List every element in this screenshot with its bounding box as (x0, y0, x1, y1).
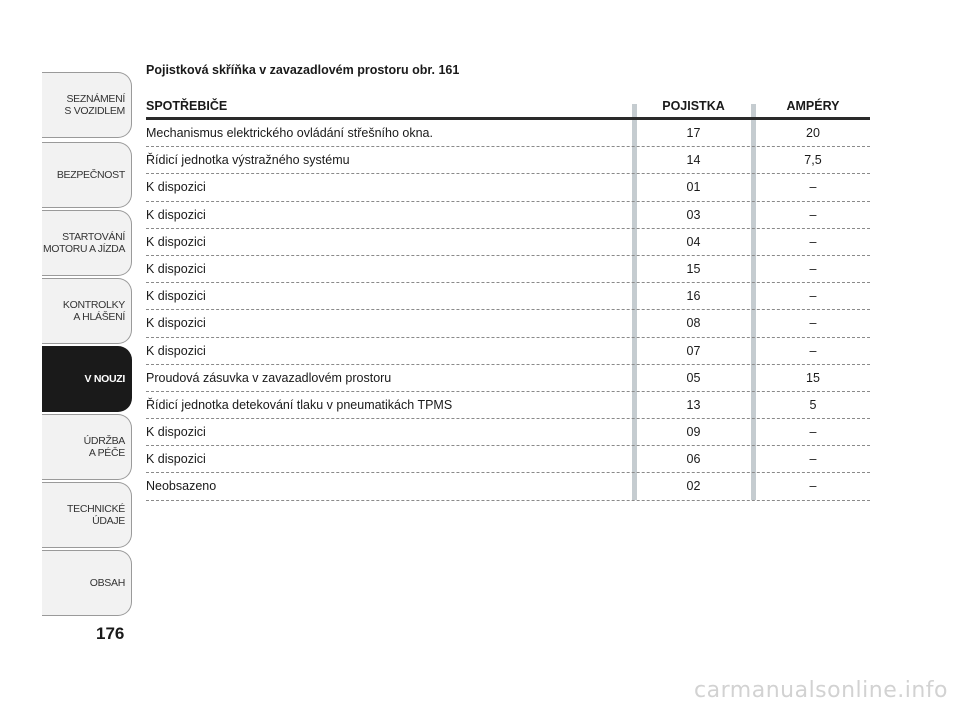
chapter-tab-label: S VOZIDLEM (64, 105, 125, 117)
amp-cell: 20 (806, 126, 820, 140)
table-row (146, 338, 870, 365)
consumer-cell: Neobsazeno (146, 479, 217, 494)
table-row (146, 283, 870, 310)
amp-cell: 15 (806, 370, 820, 385)
consumer-cell: K dispozici (146, 452, 206, 467)
chapter-tab-label: SEZNÁMENÍ (66, 93, 125, 105)
fuse-cell: 14 (686, 153, 701, 168)
consumer-cell: K dispozici (146, 316, 206, 331)
chapter-tab-5[interactable] (42, 346, 132, 412)
table-row (146, 446, 870, 473)
page-title: Pojistková skříňka v zavazadlovém prostoru obr. 161 (146, 63, 460, 77)
consumer-cell: K dispozici (146, 234, 206, 249)
fuse-table (146, 96, 870, 501)
fuse-cell: 13 (686, 397, 701, 412)
consumer-cell: K dispozici (146, 261, 206, 276)
chapter-tab-label: A PÉČE (88, 447, 125, 459)
consumer-cell: K dispozici (146, 289, 206, 304)
chapter-tab-4[interactable] (42, 278, 132, 344)
table-row (146, 392, 870, 419)
fuse-cell: 06 (686, 452, 701, 467)
chapter-tab-label: OBSAH (89, 577, 125, 589)
fuse-cell: 01 (686, 180, 701, 195)
fuse-cell: 16 (686, 289, 701, 304)
chapter-tab-7[interactable] (42, 482, 132, 548)
watermark: carmanualsonline.info (694, 678, 948, 703)
amp-cell: – (809, 479, 817, 494)
table-row (146, 174, 870, 201)
header-fuse: POJISTKA (662, 99, 725, 113)
table-row (146, 310, 870, 337)
fuse-cell: 05 (686, 370, 701, 385)
chapter-tabs (0, 0, 134, 709)
chapter-tab-label: ÚDAJE (92, 515, 125, 527)
amp-cell: – (809, 207, 817, 222)
chapter-tab-label: ÚDRŽBA (83, 435, 125, 447)
chapter-tab-2[interactable] (42, 142, 132, 208)
fuse-cell: 03 (686, 207, 701, 222)
chapter-tab-label: KONTROLKY (62, 299, 125, 311)
header-amps: AMPÉRY (786, 99, 840, 113)
fuse-cell: 08 (686, 316, 701, 331)
fuse-cell: 17 (686, 126, 701, 140)
amp-cell: – (809, 425, 817, 440)
amp-cell: 7,5 (804, 153, 822, 168)
page-number: 176 (96, 624, 125, 643)
table-row (146, 147, 870, 174)
consumer-cell: K dispozici (146, 180, 206, 195)
chapter-tab-label: BEZPEČNOST (56, 169, 125, 181)
amp-cell: – (809, 261, 817, 276)
amp-cell: – (809, 316, 817, 331)
fuse-cell: 09 (686, 425, 701, 440)
header-consumers: SPOTŘEBIČE (146, 99, 228, 113)
consumer-cell: Mechanismus elektrického ovládání střešního okna. (146, 126, 433, 140)
consumer-cell: Proudová zásuvka v zavazadlovém prostoru (146, 370, 392, 385)
amp-cell: – (809, 452, 817, 467)
chapter-tab-6[interactable] (42, 414, 132, 480)
table-row (146, 120, 870, 147)
chapter-tab-8[interactable] (42, 550, 132, 616)
chapter-tab-1[interactable] (42, 72, 132, 138)
fuse-cell: 02 (686, 479, 701, 494)
table-header (146, 96, 870, 120)
chapter-tab-3[interactable] (42, 210, 132, 276)
consumer-cell: K dispozici (146, 207, 206, 222)
consumer-cell: Řídicí jednotka výstražného systému (146, 153, 350, 168)
amp-cell: 5 (809, 397, 817, 412)
amp-cell: – (809, 343, 817, 358)
chapter-tab-label: TECHNICKÉ (67, 503, 125, 515)
chapter-tab-label: STARTOVÁNÍ (62, 231, 125, 243)
fuse-cell: 04 (686, 234, 701, 249)
table-row (146, 365, 870, 392)
amp-cell: – (809, 289, 817, 304)
amp-cell: – (809, 234, 817, 249)
consumer-cell: Řídicí jednotka detekování tlaku v pneumatikách TPMS (146, 397, 453, 412)
fuse-cell: 07 (686, 343, 701, 358)
chapter-tab-label: MOTORU A JÍZDA (42, 243, 125, 255)
consumer-cell: K dispozici (146, 343, 206, 358)
table-row (146, 256, 870, 283)
amp-cell: – (809, 180, 817, 195)
table-row (146, 473, 870, 500)
table-row (146, 419, 870, 446)
content-header (146, 62, 870, 78)
consumer-cell: K dispozici (146, 425, 206, 440)
chapter-tab-label: A HLÁŠENÍ (73, 311, 125, 323)
table-row (146, 229, 870, 256)
table-row (146, 202, 870, 229)
fuse-cell: 15 (686, 261, 701, 276)
chapter-tab-label: V NOUZI (84, 373, 125, 385)
